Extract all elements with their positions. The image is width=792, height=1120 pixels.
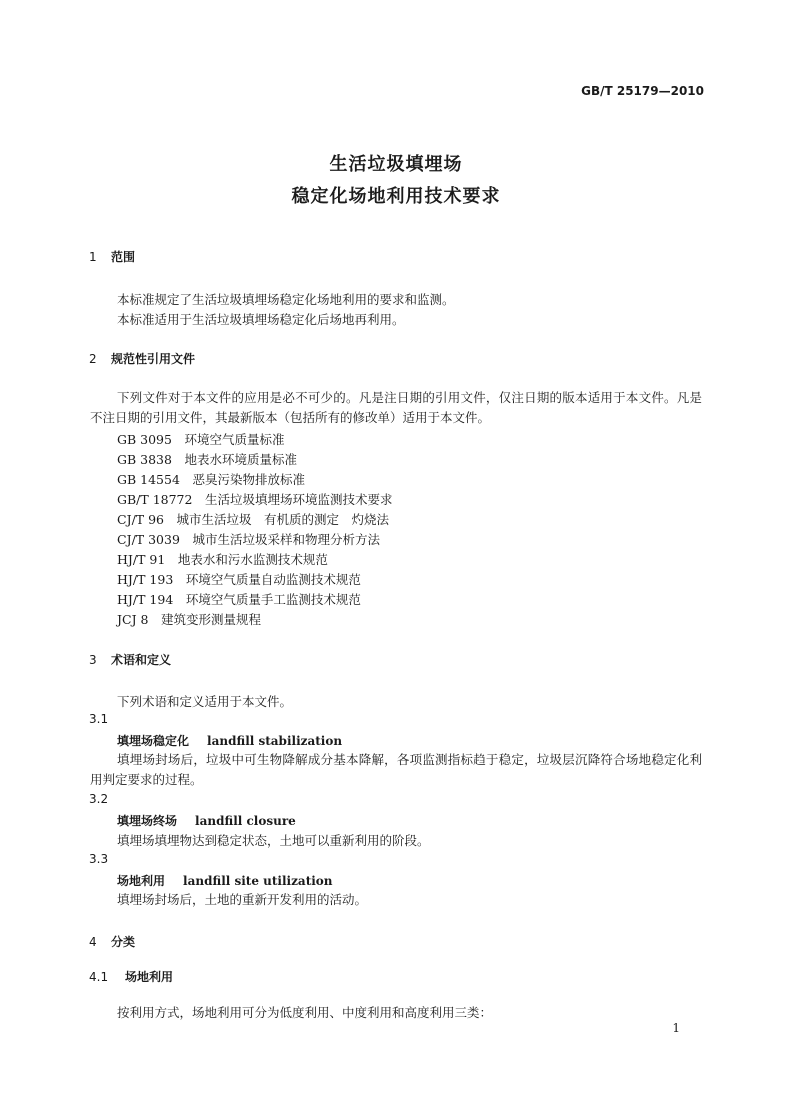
section-title: 范围 (111, 250, 136, 264)
term-definition: 填埋场填埋物达到稳定状态，土地可以重新利用的阶段。 (117, 833, 430, 848)
classification-paragraph: 按利用方式，场地利用可分为低度利用、中度利用和高度利用三类： (117, 1005, 493, 1020)
section-title: 术语和定义 (111, 653, 172, 667)
reference-item: HJ/T 194 环境空气质量手工监测技术规范 (117, 592, 361, 607)
reference-item: HJ/T 91 地表水和污水监测技术规范 (117, 552, 328, 567)
reference-item: HJ/T 193 环境空气质量自动监测技术规范 (117, 572, 361, 587)
term-definition: 填埋场封场后，垃圾中可生物降解成分基本降解，各项监测指标趋于稳定，垃圾层沉降符合场地稳定化利用判定要求的过程。 (90, 752, 702, 787)
term-number: 3.1 (89, 712, 109, 726)
term-number: 3.2 (89, 792, 109, 806)
reference-item: CJ/T 96 城市生活垃圾 有机质的测定 灼烧法 (117, 512, 390, 527)
term-heading: 填埋场稳定化 landfill stabilization (117, 734, 343, 748)
subsection-title: 场地利用 (125, 970, 174, 984)
section-title: 规范性引用文件 (111, 352, 196, 366)
term-heading: 场地利用 landfill site utilization (117, 874, 333, 888)
references-intro: 下列文件对于本文件的应用是必不可少的。凡是注日期的引用文件，仅注日期的版本适用于本文件。凡是不注日期的引用文件，其最新版本（包括所有的修改单）适用于本文件。 (90, 390, 702, 425)
doc-title-line1: 生活垃圾填埋场 (329, 154, 463, 175)
page-number: 1 (672, 1021, 680, 1035)
doc-title-line2: 稳定化场地利用技术要求 (291, 186, 501, 207)
section-number: 2 (89, 352, 97, 366)
section-4-heading (89, 933, 135, 950)
reference-item: JCJ 8 建筑变形测量规程 (117, 612, 262, 627)
reference-item: GB/T 18772 生活垃圾填埋场环境监测技术要求 (117, 492, 393, 507)
scope-paragraph-1: 本标准规定了生活垃圾填埋场稳定化场地利用的要求和监测。 (117, 292, 455, 307)
section-3-heading (89, 651, 171, 668)
reference-item: GB 3838 地表水环境质量标准 (117, 452, 297, 467)
section-1-heading (89, 248, 135, 265)
reference-item: GB 3095 环境空气质量标准 (117, 432, 285, 447)
reference-item: CJ/T 3039 城市生活垃圾采样和物理分析方法 (117, 532, 380, 547)
term-definition: 填埋场封场后，土地的重新开发利用的活动。 (117, 892, 368, 907)
scope-paragraph-2: 本标准适用于生活垃圾填埋场稳定化后场地再利用。 (117, 312, 405, 327)
term-heading: 填埋场终场 landfill closure (117, 814, 296, 828)
section-2-heading (89, 350, 195, 367)
section-number: 3 (89, 653, 97, 667)
terms-intro: 下列术语和定义适用于本文件。 (117, 694, 293, 709)
subsection-4-1-heading (89, 968, 173, 985)
standard-number: GB/T 25179—2010 (581, 84, 704, 98)
section-number: 1 (89, 250, 97, 264)
term-number: 3.3 (89, 852, 109, 866)
subsection-number: 4.1 (89, 970, 109, 984)
section-number: 4 (89, 935, 97, 949)
reference-item: GB 14554 恶臭污染物排放标准 (117, 472, 305, 487)
section-title: 分类 (111, 935, 136, 949)
